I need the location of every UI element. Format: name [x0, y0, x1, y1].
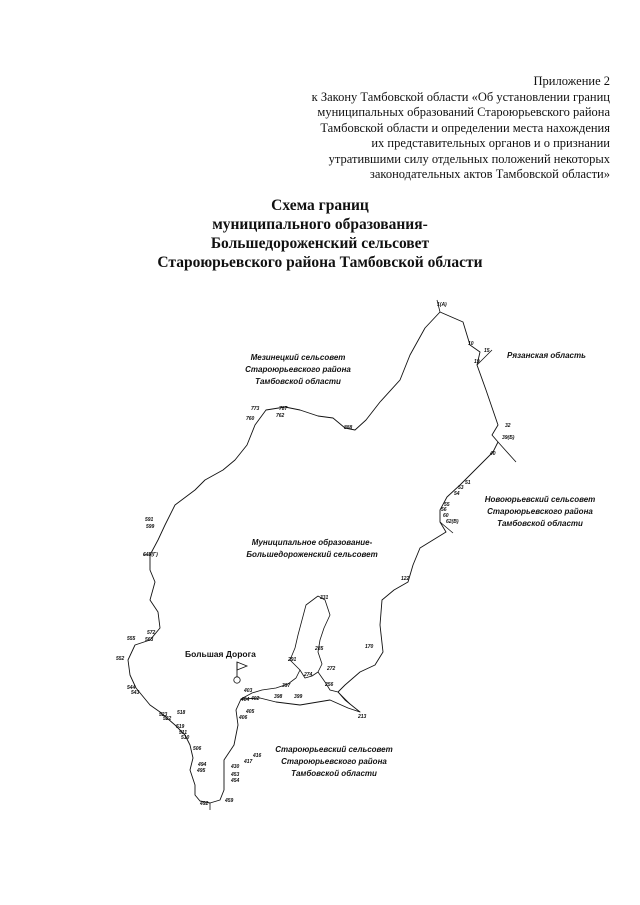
point-label: 495 — [197, 768, 206, 774]
point-label: 543 — [131, 690, 140, 696]
region-label: Мезинецкий сельсовет — [250, 353, 346, 362]
point-label: 416 — [253, 753, 262, 759]
village-label: Большая Дорога — [185, 649, 256, 659]
header-line: их представительных органов и о признании — [371, 136, 610, 150]
point-label: 599 — [146, 524, 155, 530]
header-line: муниципальных образований Староюрьевского района — [317, 105, 610, 119]
point-label: 519 — [176, 724, 185, 730]
point-label: 494 — [198, 762, 207, 768]
region-label: Староюрьевского района — [245, 365, 351, 374]
region-label: Рязанская область — [507, 351, 586, 360]
flag-icon — [234, 662, 247, 683]
adjacent-boundary-tick — [338, 692, 350, 704]
point-label: 272 — [327, 666, 336, 672]
point-label: 645(Г) — [143, 552, 158, 558]
point-label: 406 — [239, 715, 248, 721]
point-label: 51 — [465, 480, 471, 486]
point-label: 54 — [454, 491, 460, 497]
point-label: 417 — [244, 759, 253, 765]
point-label: 492 — [200, 801, 209, 807]
point-label: 122 — [401, 576, 410, 582]
point-label: 591 — [145, 517, 154, 523]
point-label: 518 — [177, 710, 186, 716]
point-label: 274 — [304, 672, 313, 678]
region-label: Староюрьевского района — [487, 507, 593, 516]
region-label: Большедороженский сельсовет — [246, 550, 378, 559]
point-label: 773 — [251, 406, 260, 412]
point-label: 403 — [244, 688, 253, 694]
adjacent-boundary-tick — [498, 442, 516, 462]
point-label: 256 — [325, 682, 334, 688]
point-label: 10 — [468, 341, 474, 347]
point-label: 39(Б) — [502, 435, 515, 441]
region-label: Тамбовской области — [255, 377, 341, 386]
point-label: 404 — [241, 697, 250, 703]
point-label: 523 — [159, 712, 168, 718]
point-label: 454 — [231, 778, 240, 784]
point-label: 1(А) — [437, 302, 447, 308]
point-label: 787 — [279, 406, 288, 412]
point-label: 402 — [251, 696, 260, 702]
region-label: Староюрьевский сельсовет — [275, 745, 393, 754]
point-label: 762 — [276, 413, 285, 419]
point-label: 506 — [193, 746, 202, 752]
point-label: 398 — [274, 694, 283, 700]
point-label: 760 — [246, 416, 255, 422]
point-label: 399 — [294, 694, 303, 700]
point-label: 453 — [231, 772, 240, 778]
region-label: Новоюрьевский сельсовет — [484, 495, 596, 504]
point-label: 522 — [163, 716, 172, 722]
point-label: 56 — [441, 507, 447, 513]
region-label: Тамбовской области — [291, 769, 377, 778]
header-line: Тамбовской области и определении места нахождения — [320, 120, 610, 135]
inner-boundary — [290, 596, 330, 678]
inner-boundary — [241, 670, 300, 699]
point-label: 55 — [444, 502, 450, 508]
title-line: Большедороженский сельсовет — [210, 235, 430, 252]
header-line: к Закону Тамбовской области «Об установлении границ — [311, 89, 610, 104]
point-label: 15 — [484, 348, 490, 354]
title-line: муниципального образования- — [212, 216, 428, 233]
point-label: 60 — [443, 513, 449, 519]
point-label: 285 — [315, 646, 324, 652]
point-label: 397 — [282, 683, 291, 689]
header-line: Приложение 2 — [533, 74, 610, 88]
point-label: 19 — [474, 359, 480, 365]
point-label: 53 — [458, 485, 464, 491]
point-label: 62(В) — [446, 519, 459, 525]
region-label: Муниципальное образование- — [251, 538, 373, 547]
point-label: 405 — [246, 709, 255, 715]
point-label: 572 — [147, 630, 156, 636]
header-line: законодательных актов Тамбовской области» — [369, 167, 610, 181]
region-label: Тамбовской области — [497, 519, 583, 528]
point-label: 32 — [505, 423, 511, 429]
title-line: Схема границ — [271, 197, 369, 214]
point-label: 213 — [358, 714, 367, 720]
header-line: утратившими силу отдельных положений некоторых — [328, 151, 610, 166]
point-label: 552 — [116, 656, 125, 662]
point-label: 291 — [288, 657, 297, 663]
point-label: 510 — [181, 735, 190, 741]
point-label: 40 — [490, 451, 496, 457]
point-label: 430 — [231, 764, 240, 770]
region-label: Староюрьевского района — [281, 757, 387, 766]
point-label: 511 — [179, 730, 187, 736]
point-label: 170 — [365, 644, 374, 650]
point-label: 331 — [320, 595, 329, 601]
point-label: 888 — [344, 425, 353, 431]
point-label: 544 — [127, 685, 136, 691]
point-label: 459 — [225, 798, 234, 804]
title-line: Староюрьевского района Тамбовской области — [157, 254, 483, 271]
point-label: 563 — [145, 637, 154, 643]
point-label: 555 — [127, 636, 136, 642]
